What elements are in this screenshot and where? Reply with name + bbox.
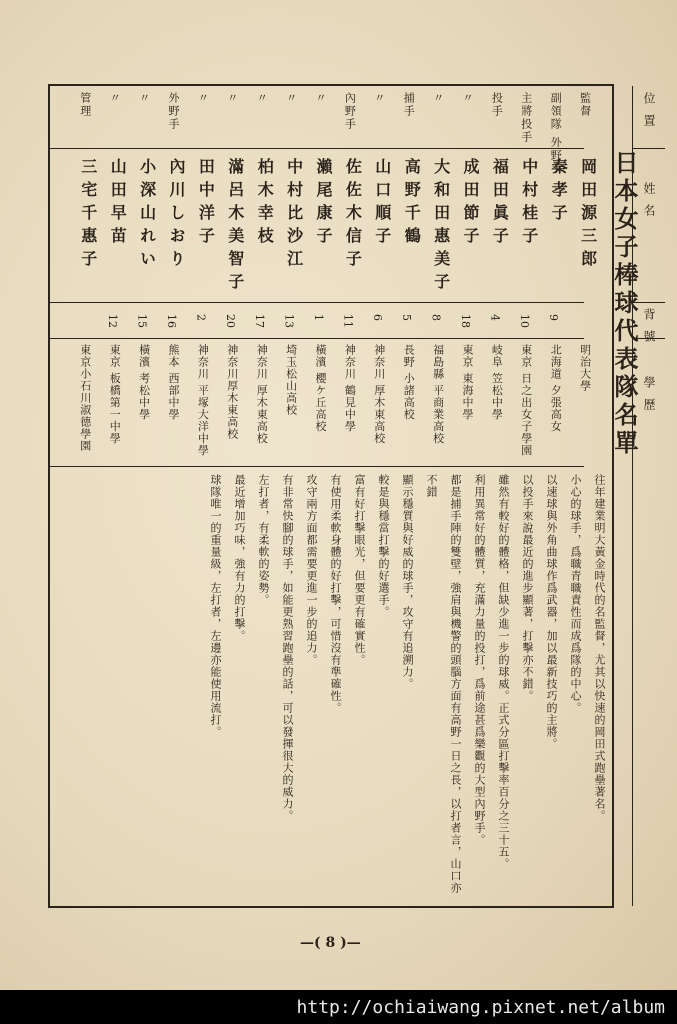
player-column [396, 86, 425, 466]
player-school: 橫濱 考松中學 [137, 344, 151, 421]
comment-line: 有使用柔軟身體的好打擊，可惜沒有準確性。 [329, 474, 342, 714]
player-name: 福田眞子 [490, 158, 510, 250]
player-name: 山田早苗 [108, 158, 128, 250]
player-column [337, 86, 366, 466]
player-column [426, 86, 455, 466]
player-pos: 主將投手 [519, 92, 533, 144]
player-num: 13 [282, 314, 296, 328]
player-school: 東京 板橋第一中學 [108, 344, 122, 445]
comment-line: 左打者，有柔軟的姿勢。 [257, 474, 270, 606]
player-pos: 管理 [78, 92, 92, 118]
comment-line: 顯示穩質與好威的球手，攻守有追溯力。 [401, 474, 414, 690]
player-pos: 〃 [225, 92, 239, 105]
player-column [161, 86, 190, 466]
player-num: 11 [341, 314, 355, 328]
player-pos: 〃 [431, 92, 445, 105]
player-name: 秦孝子 [549, 158, 569, 227]
comment-line: 不錯 [425, 474, 438, 498]
comment-line: 以投手來說最近的進步顯著，打擊亦不錯。 [521, 474, 534, 702]
player-pos: 副領隊 外野手 [549, 92, 563, 176]
player-column [190, 86, 219, 466]
player-school: 神奈川 厚木東高校 [255, 344, 269, 445]
player-num: 4 [488, 314, 502, 321]
comment-line: 有非常快腳的球手，如能更熟習跑壘的話，可以發揮很大的威力。 [281, 474, 294, 822]
player-column [73, 86, 102, 466]
player-num: 1 [312, 314, 325, 321]
player-num: 20 [223, 314, 237, 328]
player-column [220, 86, 249, 466]
row-divider [50, 466, 584, 467]
player-num: 10 [517, 314, 531, 328]
player-column [102, 86, 131, 466]
comment-line: 富有好打擊眼光，但要更有確實性。 [353, 474, 366, 666]
comment-line: 都是捕手陣的雙壁，強肩與機警的頭腦方面有高野一日之長，以打者言，山口亦 [449, 474, 462, 894]
player-column [367, 86, 396, 466]
player-name: 高野千鶴 [402, 158, 422, 250]
header-school: 學歷 [642, 376, 656, 420]
player-name: 成田節子 [461, 158, 480, 250]
comment-line: 攻守兩方面都需要更進一步的追力。 [305, 474, 318, 666]
player-pos: 外野手 [167, 92, 180, 131]
player-name: 小深山れい [137, 158, 157, 273]
player-name: 三宅千惠子 [78, 158, 98, 273]
player-pos: 監督 [578, 92, 592, 118]
player-school: 長野 小諸高校 [402, 344, 416, 421]
header-column [632, 86, 665, 906]
comment-line: 利用異常好的體質，充滿力量的投打，爲前途甚爲樂觀的大型內野手。 [473, 474, 486, 846]
player-column [484, 86, 513, 466]
player-school: 北海道 夕張高女 [549, 344, 563, 433]
player-num: 6 [370, 314, 384, 321]
player-pos: 〃 [255, 92, 269, 105]
player-num: 5 [400, 314, 414, 321]
player-school: 神奈川 厚木東高校 [372, 344, 386, 445]
player-column [573, 86, 602, 466]
comment-line: 最近增加巧味，強有力的打擊。 [233, 474, 246, 642]
player-school: 神奈川 鶴見中學 [343, 344, 357, 433]
player-pos: 〃 [284, 92, 298, 105]
header-number: 背號 [642, 308, 656, 352]
player-num: 2 [194, 314, 208, 321]
player-school: 神奈川厚木東高校 [225, 344, 239, 440]
player-pos: 〃 [372, 92, 386, 105]
player-pos: 〃 [137, 92, 151, 105]
player-pos: 投手 [490, 92, 504, 118]
header-name: 姓名 [642, 182, 656, 226]
album-url: http://ochiaiwang.pixnet.net/album [296, 997, 665, 1018]
player-school: 熊本 西部中學 [167, 344, 180, 421]
player-school: 東京 日之出女子學園 [519, 344, 533, 457]
player-column [132, 86, 161, 466]
page-number: —( 8 )— [300, 935, 361, 951]
player-pos: 捕手 [402, 92, 416, 118]
player-column [249, 86, 278, 466]
comment-line: 雖然有較好的體格，但缺少進一步的球威。正式分區打擊率百分之三十五。 [497, 474, 510, 870]
comment-line: 小心的球手，爲職青職責性而成爲隊的中心。 [569, 474, 582, 714]
player-name: 中村比沙江 [284, 158, 304, 273]
player-name: 山口順子 [372, 158, 392, 250]
player-school: 福島縣 平商業高校 [431, 344, 445, 445]
player-name: 內川しおり [167, 158, 186, 273]
header-position: 位置 [642, 92, 656, 136]
player-name: 中村桂子 [519, 158, 539, 250]
player-num: 15 [135, 314, 149, 328]
player-name: 佐佐木信子 [343, 158, 363, 273]
player-column [514, 86, 543, 466]
player-column [455, 86, 484, 466]
player-num: 12 [106, 314, 120, 328]
roster-title: 日本女子棒球代表隊名單 [610, 150, 639, 458]
player-name: 大和田惠美子 [431, 158, 451, 296]
player-pos: 〃 [108, 92, 122, 105]
player-name: 滿呂木美智子 [225, 158, 245, 296]
player-column [279, 86, 308, 466]
player-school: 岐阜 笠松中學 [490, 344, 504, 421]
player-school: 東京小石川淑德學園 [78, 344, 92, 452]
player-column [308, 86, 337, 466]
player-pos: 〃 [196, 92, 210, 105]
player-school: 明治大學 [578, 344, 592, 392]
player-num: 17 [253, 314, 267, 328]
comment-line: 較是與穩當打擊的好選手。 [377, 474, 390, 618]
player-school: 橫濱 櫻ケ丘高校 [314, 344, 327, 433]
player-column [543, 86, 572, 466]
comment-line: 往年建業明大黃金時代的名監督，尤其以快速的岡田式跑壘著名。 [593, 474, 606, 822]
player-pos: 〃 [461, 92, 474, 105]
player-name: 瀨尾康子 [314, 158, 333, 250]
player-school: 埼玉松山高校 [284, 344, 298, 416]
comment-line: 球隊唯一的重量級，左打者，左邊亦能使用流打。 [209, 474, 222, 738]
comment-line: 以速球與外角曲球作爲武器，加以最新技巧的主將。 [545, 474, 558, 750]
player-school: 東京 東海中學 [461, 344, 474, 421]
player-num: 8 [429, 314, 443, 321]
player-name: 柏木幸枝 [255, 158, 275, 250]
player-name: 田中洋子 [196, 158, 216, 250]
player-pos: 內野手 [343, 92, 357, 131]
player-pos: 〃 [314, 92, 327, 105]
player-school: 神奈川 平塚大洋中學 [196, 344, 210, 457]
player-num: 9 [547, 314, 561, 321]
player-name: 岡田源三郎 [578, 158, 598, 273]
player-num: 16 [165, 314, 178, 328]
player-num: 18 [459, 314, 472, 328]
